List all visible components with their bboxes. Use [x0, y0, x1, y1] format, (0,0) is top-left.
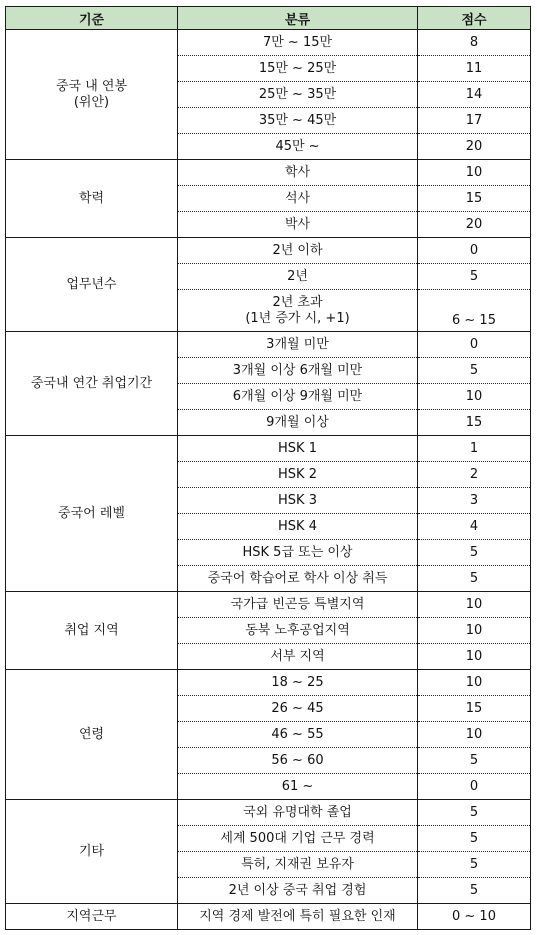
table-row	[6, 332, 531, 358]
table-row	[6, 436, 531, 462]
category-cell: 특허, 지재권 보유자	[178, 852, 418, 878]
points-cell: 15	[418, 696, 531, 722]
table-row	[6, 238, 531, 264]
criterion-cell: 연령	[6, 670, 178, 800]
points-cell: 6 ~ 15	[418, 290, 531, 332]
table-row	[6, 670, 531, 696]
points-cell: 5	[418, 540, 531, 566]
category-cell: 25만 ~ 35만	[178, 82, 418, 108]
category-cell: HSK 3	[178, 488, 418, 514]
category-cell: 2년 이하	[178, 238, 418, 264]
points-cell: 5	[418, 826, 531, 852]
criterion-cell: 중국어 레벨	[6, 436, 178, 592]
points-cell: 10	[418, 670, 531, 696]
category-cell: 26 ~ 45	[178, 696, 418, 722]
category-cell: 56 ~ 60	[178, 748, 418, 774]
points-cell: 2	[418, 462, 531, 488]
points-cell: 15	[418, 186, 531, 212]
category-cell: 2년 이상 중국 취업 경험	[178, 878, 418, 904]
points-cell: 5	[418, 878, 531, 904]
points-cell: 14	[418, 82, 531, 108]
category-cell: HSK 5급 또는 이상	[178, 540, 418, 566]
category-cell: 중국어 학습어로 학사 이상 취득	[178, 566, 418, 592]
category-cell: 동북 노후공업지역	[178, 618, 418, 644]
points-cell: 5	[418, 800, 531, 826]
points-cell: 10	[418, 160, 531, 186]
category-cell: HSK 1	[178, 436, 418, 462]
category-cell: 35만 ~ 45만	[178, 108, 418, 134]
points-cell: 5	[418, 566, 531, 592]
header-row	[6, 7, 531, 30]
points-cell: 0	[418, 332, 531, 358]
points-cell: 5	[418, 358, 531, 384]
category-cell: HSK 2	[178, 462, 418, 488]
category-cell: 2년 초과 (1년 증가 시, +1)	[178, 290, 418, 332]
criterion-cell: 학력	[6, 160, 178, 238]
category-cell: 세계 500대 기업 근무 경력	[178, 826, 418, 852]
table-row	[6, 904, 531, 930]
category-cell: 국외 유명대학 졸업	[178, 800, 418, 826]
points-cell: 3	[418, 488, 531, 514]
criterion-cell: 중국내 연간 취업기간	[6, 332, 178, 436]
points-cell: 0	[418, 774, 531, 800]
points-cell: 10	[418, 644, 531, 670]
points-cell: 4	[418, 514, 531, 540]
category-cell: 서부 지역	[178, 644, 418, 670]
table-row	[6, 30, 531, 56]
criterion-cell: 업무년수	[6, 238, 178, 332]
points-cell: 10	[418, 618, 531, 644]
points-cell: 8	[418, 30, 531, 56]
header-category: 분류	[178, 7, 418, 30]
category-cell: 박사	[178, 212, 418, 238]
header-points: 점수	[418, 7, 531, 30]
category-cell: 46 ~ 55	[178, 722, 418, 748]
category-cell: 2년	[178, 264, 418, 290]
scoring-table	[5, 6, 531, 930]
points-cell: 15	[418, 410, 531, 436]
points-cell: 10	[418, 384, 531, 410]
points-cell: 5	[418, 264, 531, 290]
criterion-cell: 지역근무	[6, 904, 178, 930]
category-cell: 45만 ~	[178, 134, 418, 160]
category-cell: 국가급 빈곤등 특별지역	[178, 592, 418, 618]
category-cell: 학사	[178, 160, 418, 186]
points-cell: 20	[418, 134, 531, 160]
table-row	[6, 160, 531, 186]
table-row	[6, 592, 531, 618]
category-cell: 18 ~ 25	[178, 670, 418, 696]
category-cell: 7만 ~ 15만	[178, 30, 418, 56]
points-cell: 10	[418, 592, 531, 618]
table-row	[6, 800, 531, 826]
criterion-cell: 중국 내 연봉 (위안)	[6, 30, 178, 160]
points-cell: 11	[418, 56, 531, 82]
category-cell: 지역 경제 발전에 특히 필요한 인재	[178, 904, 418, 930]
header-criterion: 기준	[6, 7, 178, 30]
points-cell: 0 ~ 10	[418, 904, 531, 930]
points-cell: 10	[418, 722, 531, 748]
points-cell: 1	[418, 436, 531, 462]
category-cell: 3개월 미만	[178, 332, 418, 358]
points-cell: 20	[418, 212, 531, 238]
points-cell: 5	[418, 852, 531, 878]
criterion-cell: 기타	[6, 800, 178, 904]
category-cell: 석사	[178, 186, 418, 212]
category-cell: 9개월 이상	[178, 410, 418, 436]
points-cell: 0	[418, 238, 531, 264]
category-cell: 6개월 이상 9개월 미만	[178, 384, 418, 410]
category-cell: 61 ~	[178, 774, 418, 800]
points-cell: 17	[418, 108, 531, 134]
criterion-cell: 취업 지역	[6, 592, 178, 670]
points-cell: 5	[418, 748, 531, 774]
category-cell: 3개월 이상 6개월 미만	[178, 358, 418, 384]
table-body	[6, 30, 531, 930]
category-cell: HSK 4	[178, 514, 418, 540]
category-cell: 15만 ~ 25만	[178, 56, 418, 82]
